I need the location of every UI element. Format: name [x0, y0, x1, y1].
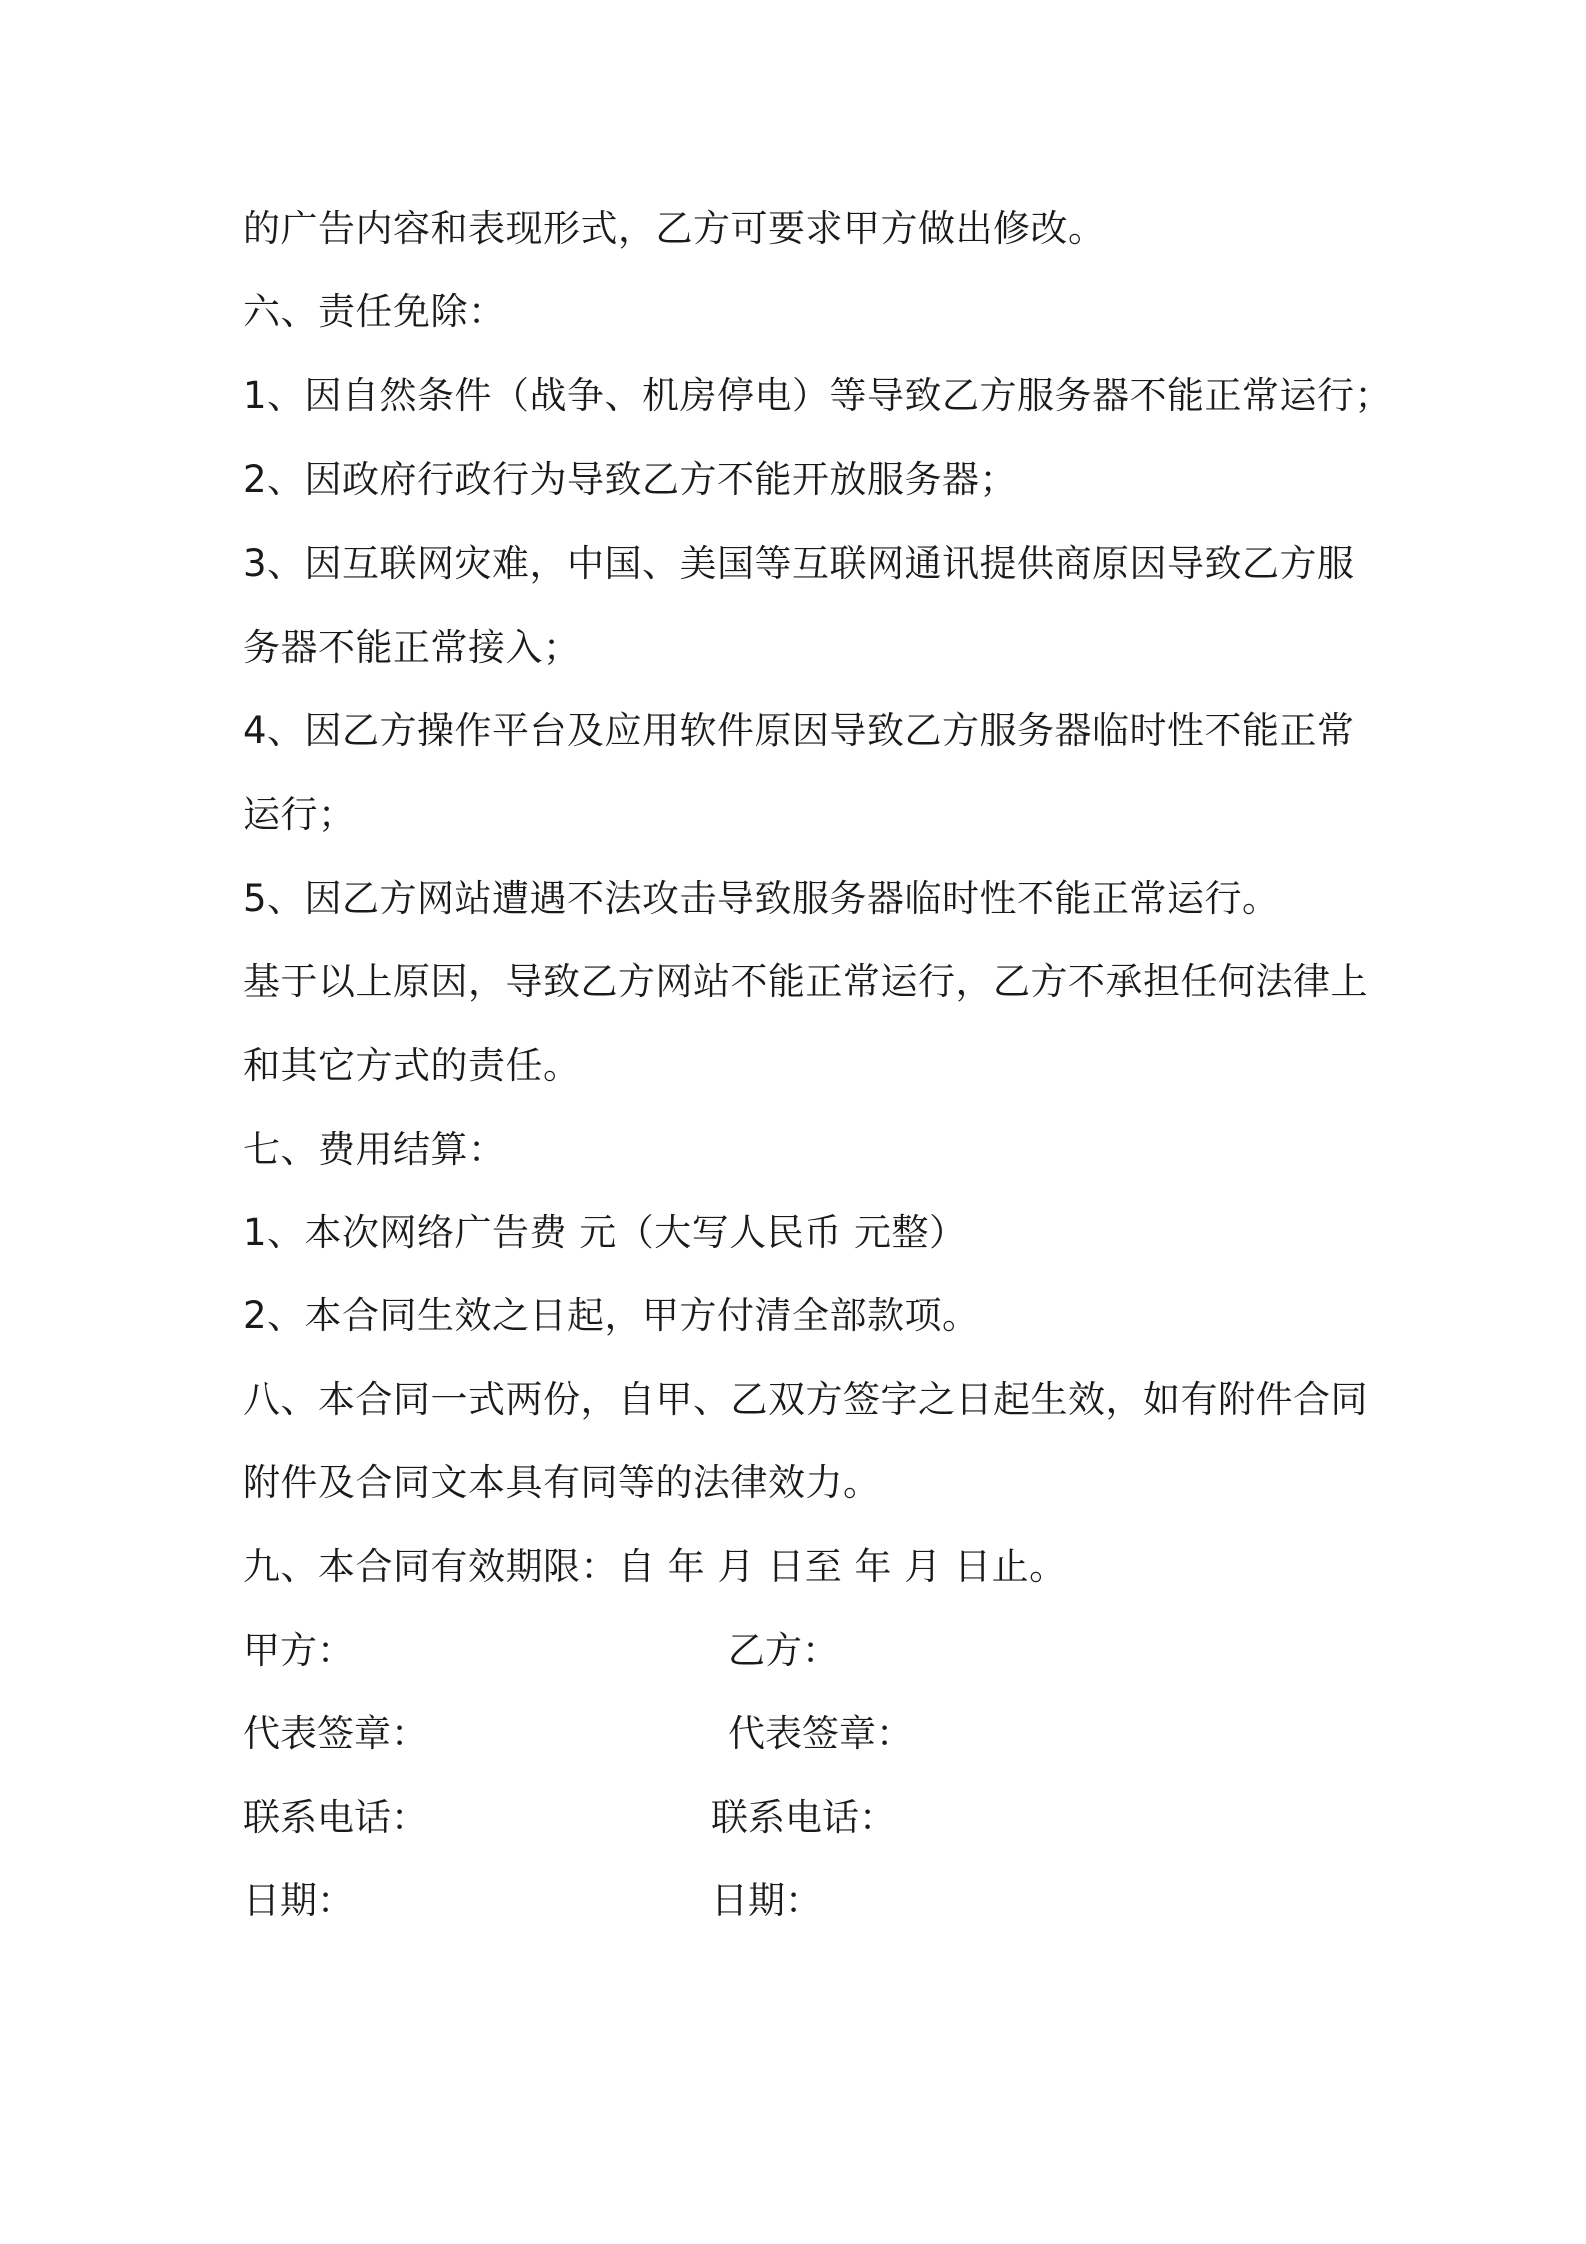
clause-7-1: 1、本次网络广告费 元（大写人民币 元整）	[243, 1211, 967, 1254]
clause-6-2: 2、因政府行政行为导致乙方不能开放服务器；	[243, 458, 1018, 501]
clause-6-3-line1: 3、因互联网灾难，中国、美国等互联网通讯提供商原因导致乙方服	[243, 542, 1355, 585]
disclaimer-line1: 基于以上原因，导致乙方网站不能正常运行，乙方不承担任何法律上	[243, 960, 1368, 1003]
party-b-phone-label: 联系电话：	[711, 1796, 896, 1839]
disclaimer-line2: 和其它方式的责任。	[243, 1044, 581, 1087]
clause-6-4-line1: 4、因乙方操作平台及应用软件原因导致乙方服务器临时性不能正常	[243, 709, 1355, 752]
party-b-representative-label: 代表签章：	[728, 1712, 913, 1755]
party-b-label: 乙方：	[728, 1629, 839, 1672]
section-heading-7: 七、费用结算：	[243, 1128, 506, 1171]
party-a-phone-label: 联系电话：	[243, 1796, 428, 1839]
section-heading-6: 六、责任免除：	[243, 290, 506, 333]
section-8-line1: 八、本合同一式两份，自甲、乙双方签字之日起生效，如有附件合同	[243, 1378, 1368, 1421]
party-a-label: 甲方：	[243, 1629, 354, 1672]
text-line-continuation: 的广告内容和表现形式，乙方可要求甲方做出修改。	[243, 207, 1106, 250]
clause-6-3-line2: 务器不能正常接入；	[243, 626, 581, 669]
party-b-date-label: 日期：	[711, 1879, 822, 1922]
section-9: 九、本合同有效期限：自 年 月 日至 年 月 日止。	[243, 1545, 1067, 1588]
party-a-representative-label: 代表签章：	[243, 1712, 428, 1755]
party-a-date-label: 日期：	[243, 1879, 354, 1922]
section-8-line2: 附件及合同文本具有同等的法律效力。	[243, 1461, 881, 1504]
clause-6-5: 5、因乙方网站遭遇不法攻击导致服务器临时性不能正常运行。	[243, 877, 1280, 920]
clause-6-4-line2: 运行；	[243, 793, 356, 836]
clause-6-1: 1、因自然条件（战争、机房停电）等导致乙方服务器不能正常运行；	[243, 374, 1393, 417]
clause-7-2: 2、本合同生效之日起，甲方付清全部款项。	[243, 1294, 980, 1337]
